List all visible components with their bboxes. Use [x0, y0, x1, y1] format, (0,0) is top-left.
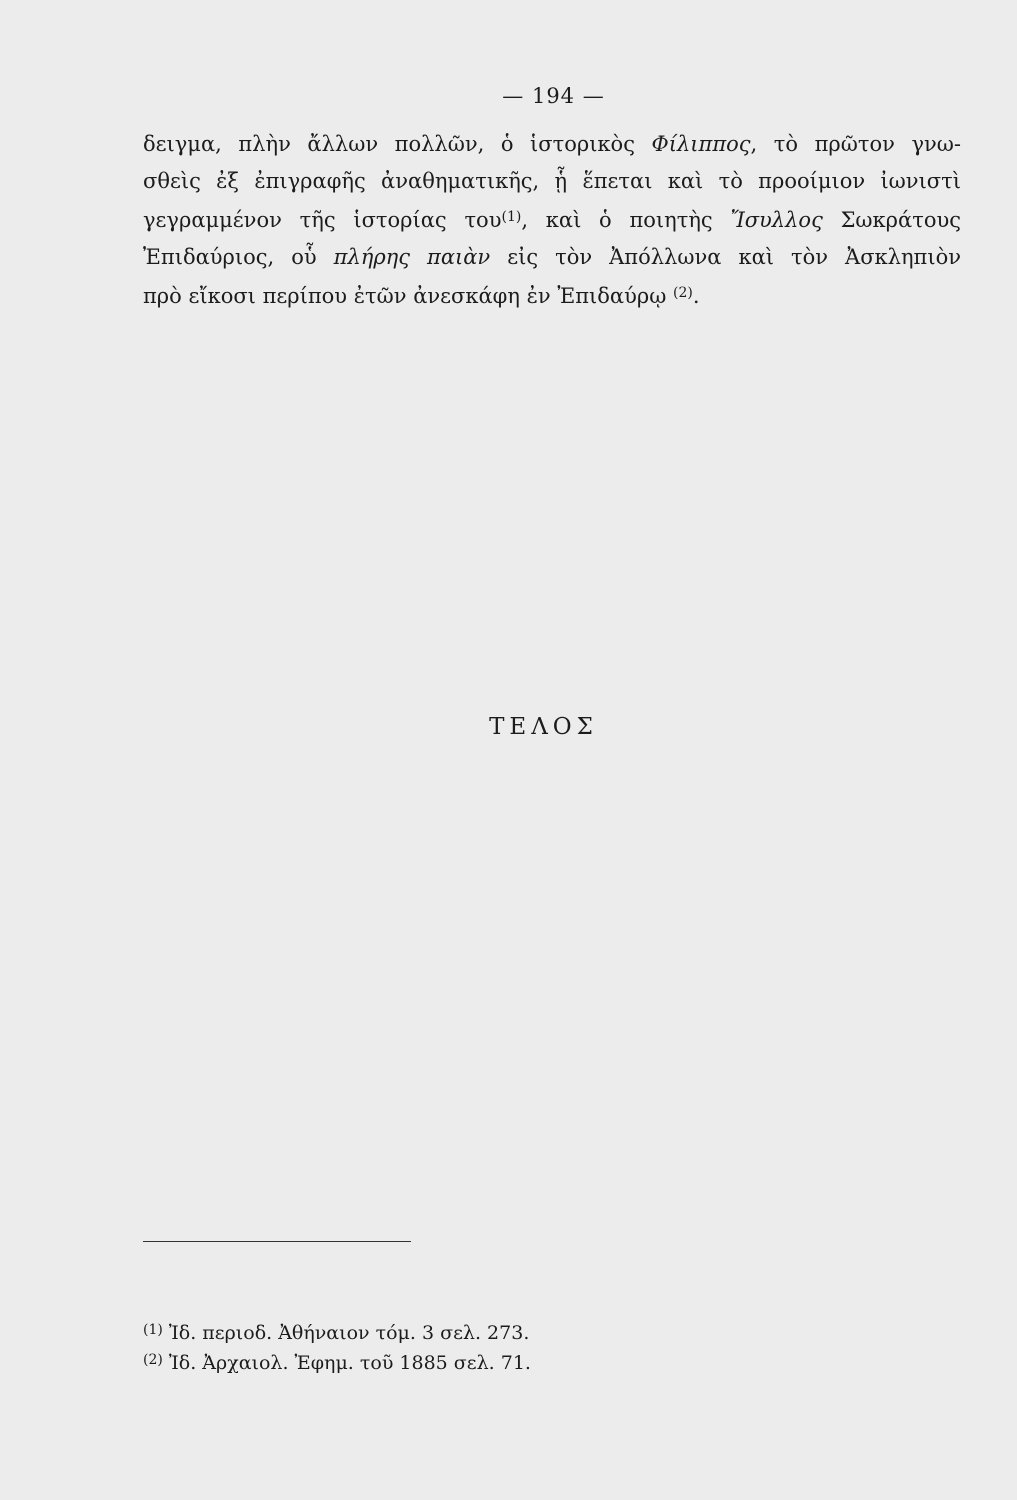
- text-run: σθεὶς ἐξ ἐπιγραφῆς ἀναθηματικῆς, ᾗ ἕπεται καὶ τὸ προοίμιον ἰωνιστὶ: [143, 168, 961, 193]
- footnote-text: Ἰδ. περιοδ. Ἀθήναιον τόμ. 3 σελ. 273.: [162, 1322, 530, 1344]
- footnote-reference[interactable]: (1): [501, 209, 522, 225]
- text-run: , τὸ πρῶτον γνω-: [750, 132, 961, 156]
- text-line: [143, 199, 961, 239]
- text-run: γεγραμμένον τῆς ἱστορίας του: [143, 208, 502, 232]
- text-run: δειγμα, πλὴν ἄλλων πολλῶν, ὁ ἱστορικὸς: [143, 132, 652, 156]
- footnote-text: Ἰδ. Ἀρχαιολ. Ἐφημ. τοῦ 1885 σελ. 71.: [162, 1352, 531, 1374]
- page-number: — 194 —: [502, 84, 605, 108]
- body-paragraph: [143, 126, 961, 315]
- text-run: εἰς τὸν Ἀπόλλωνα καὶ τὸν Ἀσκληπιὸν: [490, 244, 961, 269]
- italic-name: Φίλιππος: [651, 132, 751, 156]
- footnote-item: [143, 1347, 743, 1377]
- text-line: [143, 275, 961, 315]
- italic-name: Ἴσυλλος: [730, 208, 823, 232]
- footnote-marker: (1): [143, 1322, 163, 1338]
- text-run: πρὸ εἴκοσι περίπου ἐτῶν ἀνεσκάφη ἐν Ἐπιδαύρῳ: [143, 284, 674, 308]
- footnote-marker: (2): [143, 1352, 163, 1368]
- text-line: [143, 126, 961, 163]
- footnote-reference[interactable]: (2): [673, 285, 693, 301]
- text-run: , καὶ ὁ ποιητὴς: [521, 208, 731, 232]
- text-run: Ἐπιδαύριος, οὗ: [143, 244, 334, 269]
- text-run: .: [692, 284, 700, 308]
- text-run: Σωκράτους: [822, 208, 961, 232]
- italic-phrase: πλήρης παιὰν: [333, 244, 491, 269]
- footnotes: [143, 1317, 743, 1377]
- text-line: [143, 163, 961, 200]
- closing-heading: ΤΕΛΟΣ: [489, 714, 598, 740]
- footnote-divider: [143, 1241, 411, 1242]
- footnote-item: [143, 1317, 743, 1347]
- text-line: [143, 239, 961, 276]
